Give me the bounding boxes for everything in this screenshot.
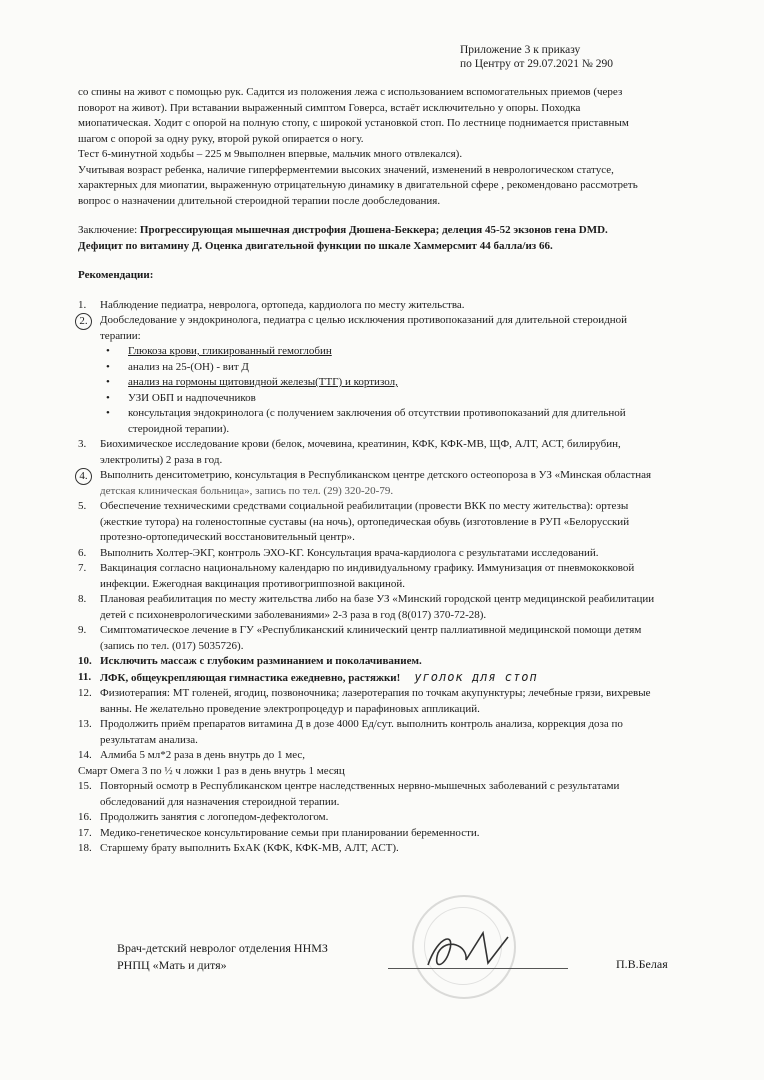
para1-line: поворот на живот). При вставании выраженный симптом Говерса, встаёт исключительно у опоры. Походка [78,101,581,114]
list-item: 14. Алмиба 5 мл*2 раза в день внутрь до 1 мес, [78,749,306,761]
institution-name: РНПЦ «Мать и дитя» [117,958,227,972]
list-item: 16. Продолжить занятия с логопедом-дефектологом. [78,811,329,823]
list-item: 5. Обеспечение техническими средствами социальной реабилитации (провести ВКК по месту жительства): ортезы (жесткие тутора) на голеностопные суставы (на ночь), ортопедическая обувь (изготовление в РУП «Белорусский протезно-ортопедический восстановительный центр». [78,500,630,543]
item-text: Дообследование у эндокринолога, педиатра с целью исключения противопоказаний для длительной стероидной [100,314,628,326]
appendix-line-1: Приложение 3 к приказу [460,44,581,56]
item-number: 2. [78,313,96,330]
list-item: 3. Биохимическое исследование крови (белок, мочевина, креатинин, КФК, КФК-МВ, ЩФ, АЛТ, АСТ, билирубин, электролиты) 2 раза в год. [78,438,621,466]
sub-item: • анализ на 25-(ОН) - вит Д [128,360,688,376]
para2-line: вопрос о назначении длительной стероидной терапии после дообследования. [78,194,441,207]
list-item: 6. Выполнить Холтер-ЭКГ, контроль ЭХО-КГ. Консультация врача-кардиолога с результатами исследований. [78,546,599,559]
para2-line: характерных для миопатии, выраженную отрицательную динамику в двигательной сфере , рекомендовано рассмотреть [78,179,638,191]
list-item: 17. Медико-генетическое консультирование семьи при планировании беременности. [78,826,480,839]
item-text: терапии: [100,329,141,342]
list-item: 18. Старшему брату выполнить БхАК (КФК, КФК-МВ, АЛТ, АСТ). [78,842,399,854]
recommendations-title: Рекомендации: [78,269,154,281]
conclusion-text-1: Прогрессирующая мышечная дистрофия Дюшена-Беккера; делеция 45-52 экзонов гена DMD. [139,224,608,236]
recommendations-list-end [78,779,688,857]
list-item: 13. Продолжить приём препаратов витамина Д в дозе 4000 Ед/сут. выполнить контроль анализа, коррекция доза по результатам анализа. [78,718,623,746]
smart-omega-line: Смарт Омега 3 по ½ ч ложки 1 раз в день внутрь 1 месяц [78,764,345,777]
list-item: 4. Выполнить денситометрию, консультация в Республиканском центре детского остеопороза в УЗ «Минская областная детская клиническая больница», запись по тел. (29) 320-20-79. [78,468,688,499]
list-item: 7. Вакцинация согласно национальному календарю по индивидуальному графику. Иммунизация от пневмококковой инфекции. Ежегодная вакцинация противогриппозной вакциной. [78,562,635,590]
sub-item: • Глюкоза крови, гликированный гемоглобин [128,344,688,360]
list-item: 15. Повторный осмотр в Республиканском центре наследственных нервно-мышечных заболеваний с результатами обследований для назначения стероидной терапии. [78,780,620,808]
document-content [78,85,688,857]
sub-item: • УЗИ ОБП и надпочечников [128,391,688,407]
conclusion-line-2: Дефицит по витамину Д. Оценка двигательной функции по шкале Хаммерсмит 44 балла/из 66. [78,239,553,252]
para1-line: со спины на живот с помощью рук. Садится из положения лежа с использованием вспомогательных приемов (через [78,86,623,98]
sub-list [78,344,688,437]
sub-item: • анализ на гормоны щитовидной железы(ТТГ) и кортизол, [128,375,688,391]
recommendations-list [78,298,688,345]
list-item: 11. ЛФК, общеукрепляющая гимнастика ежедневно, растяжки! уголок для стоп [78,669,538,684]
para1-line: шагом с опорой за одну руку, второй рукой опирается о ногу. [78,132,364,145]
list-item: 8. Плановая реабилитация по месту жительства либо на базе УЗ «Минский городской центр медицинской реабилитации детей с психоневрологическими заболеваниями» 2-3 раза в год (8(017) 370-72-28). [78,593,655,621]
doctor-position: Врач-детский невролог отделения ННМЗ [117,941,328,955]
list-item: 10. Исключить массаж с глубоким разминанием и поколачиванием. [78,655,422,667]
signature-line [388,968,568,969]
appendix-header [460,43,640,71]
handwritten-note: уголок для стоп [414,669,538,684]
list-item [78,298,688,314]
conclusion-line-1 [78,223,688,239]
item-text: Наблюдение педиатра, невролога, ортопеда, кардиолога по месту жительства. [100,298,465,311]
item-number: 1. [78,298,87,311]
sub-item: • консультация эндокринолога (с получением заключения об отсутствии противопоказаний для длительной стероидной терапии). [128,406,688,437]
doctor-name: П.В.Белая [616,957,668,971]
signature-block [117,940,328,974]
list-item [78,313,688,344]
recommendations-list-continued [78,437,688,764]
para2-line: Учитывая возраст ребенка, наличие гиперферментемии высоких значений, изменений в неврологическом статусе, [78,163,614,176]
appendix-line-2: по Центру от 29.07.2021 № 290 [460,58,613,70]
walk-test-line: Тест 6-минутной ходьбы – 225 м 9выполнен впервые, мальчик много отвлекался). [78,148,463,160]
conclusion-label: Заключение: [78,224,140,236]
list-item: 9. Симптоматическое лечение в ГУ «Республиканский клинический центр паллиативной медицинской помощи детям (запись по тел. (017) 5035726). [78,624,642,652]
para1-line: миопатическая. Ходит с опорой на полную стопу, с широкой установкой стоп. По лестнице поднимается приставным [78,117,629,129]
list-item: 12. Физиотерапия: МТ голеней, ягодиц, позвоночника; лазеротерапия по точкам акупунктуры; лечебные грязи, вихревые ванны. Не желательно проведение электропроцедур и парафиновых аппликаций. [78,687,651,715]
